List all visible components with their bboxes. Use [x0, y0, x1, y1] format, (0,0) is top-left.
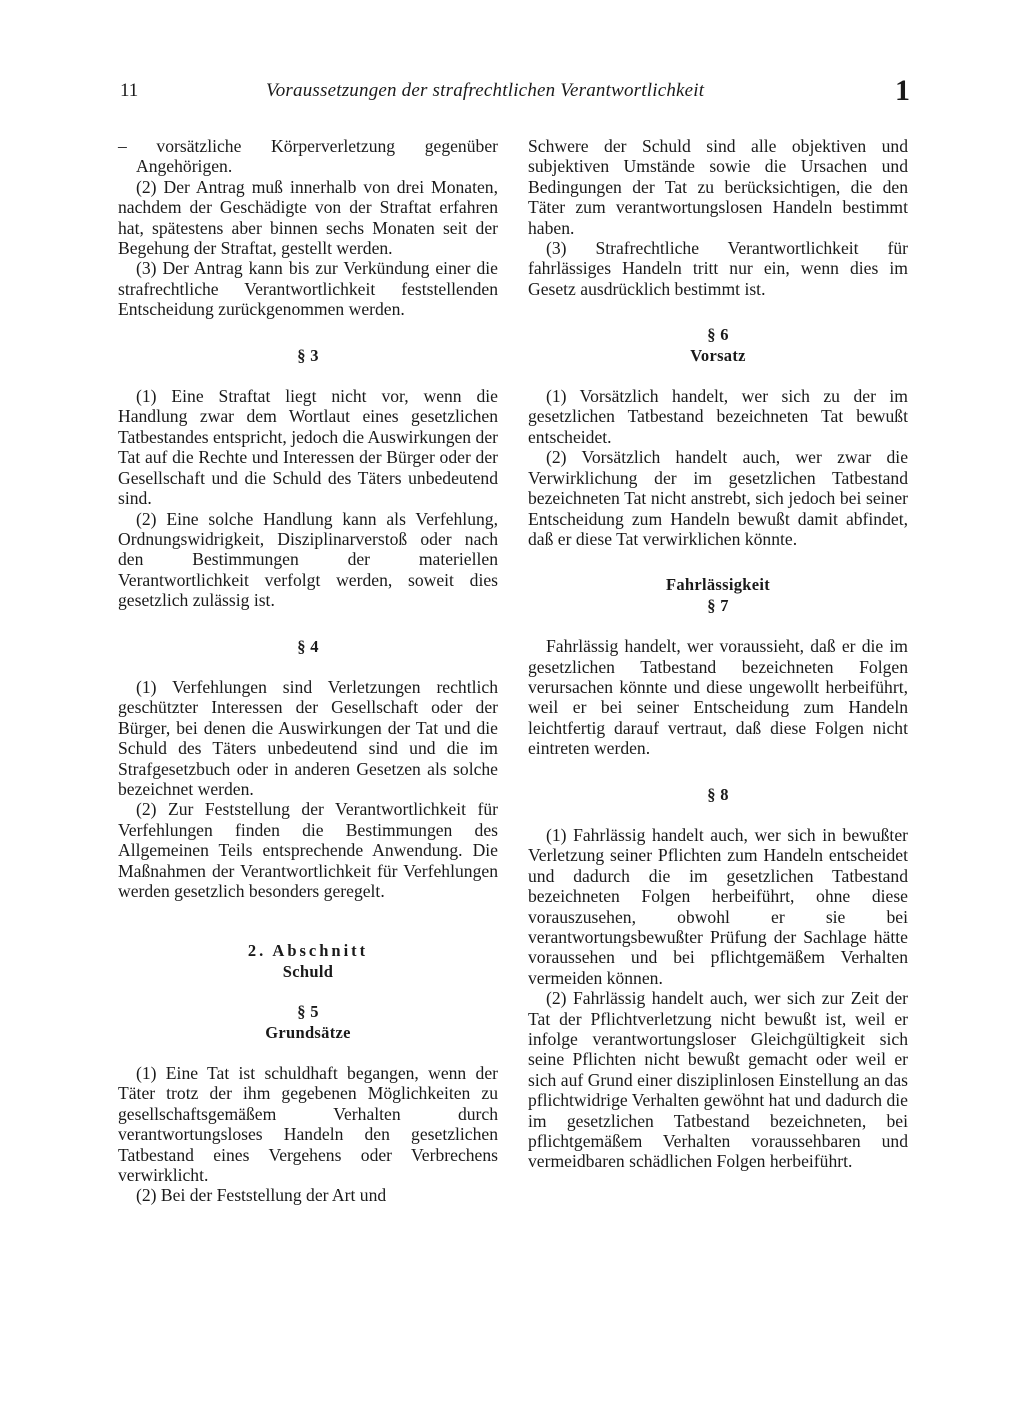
- paragraph: (3) Strafrechtliche Verantwortlichkeit für fahrlässiges Handeln tritt nur ein, wenn dies im Gesetz ausdrücklich bestimmt ist.: [528, 238, 908, 299]
- paragraph: (2) Eine solche Handlung kann als Verfehlung, Ordnungswidrigkeit, Disziplinarverstoß oder nach den Bestimmungen der materiellen Verantwortlichkeit verfolgt werden, soweit dies gesetzlich zulässig ist.: [118, 508, 498, 611]
- section-heading-5: § 5: [297, 1002, 319, 1022]
- paragraph: – vorsätzliche Körperverletzung gegenüber Angehörigen.: [118, 136, 498, 177]
- section-heading-4: § 4: [297, 636, 319, 656]
- running-title: Voraussetzungen der strafrechtlichen Verantwortlichkeit: [266, 80, 705, 101]
- paragraph: (1) Eine Tat ist schuldhaft begangen, wenn der Täter trotz der ihm gegebenen Möglichkeiten zu gesellschaftsgemäßem Verhalten durch verantwortungsloses Handeln den gesetzlichen Tatbestand eines Vergehens oder Verbrechens verwirklicht.: [118, 1063, 498, 1186]
- section-heading-8: § 8: [707, 784, 729, 804]
- abschnitt-title: Schuld: [282, 961, 334, 981]
- section-heading-7: § 7: [707, 595, 729, 615]
- page-header: [120, 74, 910, 108]
- section-title-7: Fahrlässigkeit: [665, 575, 771, 595]
- paragraph: (2) Bei der Feststellung der Art und: [136, 1185, 387, 1206]
- paragraph: (1) Verfehlungen sind Verletzungen rechtlich geschützter Interessen der Gesellschaft oder der Bürger, bei denen die Auswirkungen der Tat und die Schuld des Täters unbedeutend sind und die im Strafgesetzbuch oder in anderen Gesetzen als solche bezeichnet werden.: [118, 676, 498, 799]
- paragraph: Schwere der Schuld sind alle objektiven und subjektiven Umstände sowie die Ursachen und Bedingungen der Tat zu berücksichtigen, die den Täter zum verantwortungslosen Handeln bestimmt haben.: [528, 136, 908, 238]
- paragraph: (1) Vorsätzlich handelt, wer sich zu der im gesetzlichen Tatbestand bezeichneten Tat bewußt entscheidet.: [528, 386, 908, 447]
- right-column: [528, 136, 908, 1172]
- left-column: [118, 136, 498, 1206]
- paragraph: (1) Eine Straftat liegt nicht vor, wenn die Handlung zwar dem Wortlaut eines gesetzlichen Tatbestandes entspricht, jedoch die Auswirkungen der Tat auf die Rechte und Interessen der Bürger oder der Gesellschaft und die Schuld des Täters unbedeutend sind.: [118, 386, 498, 509]
- paragraph: (3) Der Antrag kann bis zur Verkündung einer die strafrechtliche Verantwortlichkeit feststellenden Entscheidung zurückgenommen werden.: [118, 258, 498, 320]
- section-title-5: Grundsätze: [265, 1022, 351, 1042]
- paragraph: (2) Fahrlässig handelt auch, wer sich zur Zeit der Tat der Pflichtverletzung nicht bewußt ist, weil er infolge verantwortungsloser Gleichgültigkeit sich seine Pflichten nicht bewußt gemacht oder weil er sich auf Grund einer disziplinlosen Einstellung an das pflichtwidrige Verhalten gewöhnt hat und dadurch die im gesetzlichen Tatbestand bezeichneten, bei pflichtgemäßem Verhalten voraussehbaren und vermeidbaren schädlichen Folgen herbeiführt.: [528, 988, 908, 1172]
- section-title-6: Vorsatz: [690, 345, 746, 365]
- page-number: 11: [120, 80, 139, 101]
- paragraph: (2) Der Antrag muß innerhalb von drei Monaten, nachdem der Geschädigte von der Straftat erfahren hat, spätestens aber binnen sechs Monaten seit der Begehung der Straftat, gestellt werden.: [118, 176, 498, 259]
- abschnitt-heading: 2. Abschnitt: [247, 941, 369, 961]
- paragraph: (1) Fahrlässig handelt auch, wer sich in bewußter Verletzung seiner Pflichten zum Handeln entscheidet und dadurch die im gesetzlichen Tatbestand bezeichneten Folgen herbeiführt, ohne diese vorauszusehen, obwohl er sie bei verantwortungsbewußter Prüfung der Sachlage hätte voraussehen und bei pflichtgemäßem Verhalten vermeiden können.: [528, 824, 908, 988]
- section-heading-3: § 3: [297, 345, 319, 365]
- section-heading-6: § 6: [707, 325, 729, 345]
- paragraph: (2) Zur Feststellung der Verantwortlichkeit für Verfehlungen finden die Bestimmungen des Allgemeinen Teils entsprechende Anwendung. Die Maßnahmen der Verantwortlichkeit für Verfehlungen werden gesetzlich besonders geregelt.: [118, 799, 498, 901]
- paragraph: Fahrlässig handelt, wer voraussieht, daß er die im gesetzlichen Tatbestand bezeichneten Folgen verursachen könnte und diese ungewollt herbeiführt, weil er bei seiner Entscheidung zum Handeln leichtfertig darauf vertraut, daß diese Folgen nicht eintreten werden.: [528, 636, 908, 759]
- chapter-number: 1: [895, 74, 910, 107]
- paragraph: (2) Vorsätzlich handelt auch, wer zwar die Verwirklichung der im gesetzlichen Tatbestand bezeichneten Tat nicht anstrebt, sich jedoch bei seiner Entscheidung zum Handeln bewußt damit abfindet, daß er diese Tat verwirklichen könnte.: [528, 447, 908, 549]
